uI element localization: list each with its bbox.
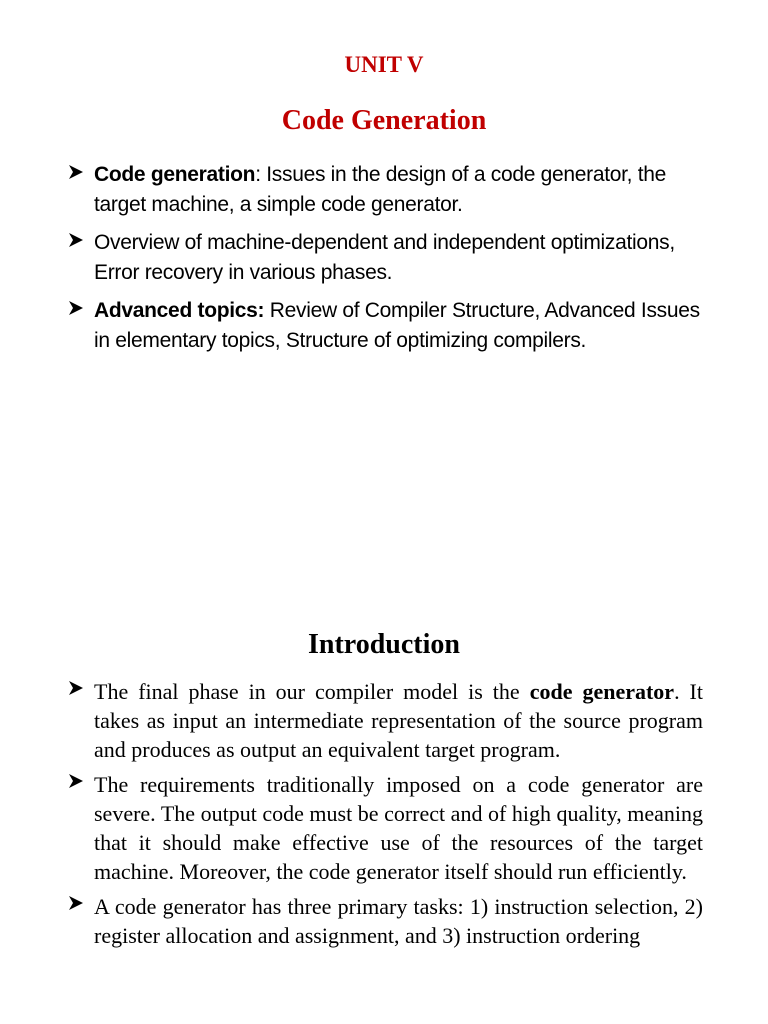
paragraph-bold: code generator [529, 679, 675, 704]
section-heading: Introduction [308, 629, 460, 660]
paragraph-text: A code generator has three primary tasks: 1) instruction selection, 2) register allocation and assignment, and 3) instruction ordering [94, 894, 703, 948]
topics-list [0, 160, 708, 364]
topic-text: : Issues in the design of a code generator, the target machine, a simple code generator. [94, 163, 667, 216]
page-title: Code Generation [281, 105, 487, 136]
arrow-bullet-icon [68, 300, 84, 316]
introduction-list [0, 677, 703, 956]
arrow-bullet-icon [68, 895, 84, 911]
unit-label: UNIT V [344, 52, 424, 77]
topic-text: Overview of machine-dependent and independent optimizations, Error recovery in various phases. [94, 231, 675, 284]
arrow-bullet-icon [68, 232, 84, 248]
arrow-bullet-icon [68, 164, 84, 180]
topic-text: Review of Compiler Structure, Advanced Issues in elementary topics, Structure of optimizing compilers. [94, 299, 700, 352]
arrow-bullet-icon [68, 773, 84, 789]
topic-bold: Advanced topics: [94, 299, 265, 322]
list-item [0, 677, 703, 764]
list-item [0, 892, 703, 950]
list-item [0, 228, 708, 288]
arrow-bullet-icon [68, 680, 84, 696]
list-item [0, 770, 703, 886]
list-item [0, 160, 708, 220]
topic-bold: Code generation [94, 163, 256, 186]
list-item [0, 296, 708, 356]
paragraph-text: . It takes as input an intermediate representation of the source program and produces as output an equivalent target program. [94, 679, 703, 762]
paragraph-text: The requirements traditionally imposed on a code generator are severe. The output code must be correct and of high quality, meaning that it should make effective use of the resources of the target machine. Moreover, the code generator itself should run efficiently. [94, 772, 703, 884]
paragraph-text: The final phase in our compiler model is the [94, 679, 530, 704]
